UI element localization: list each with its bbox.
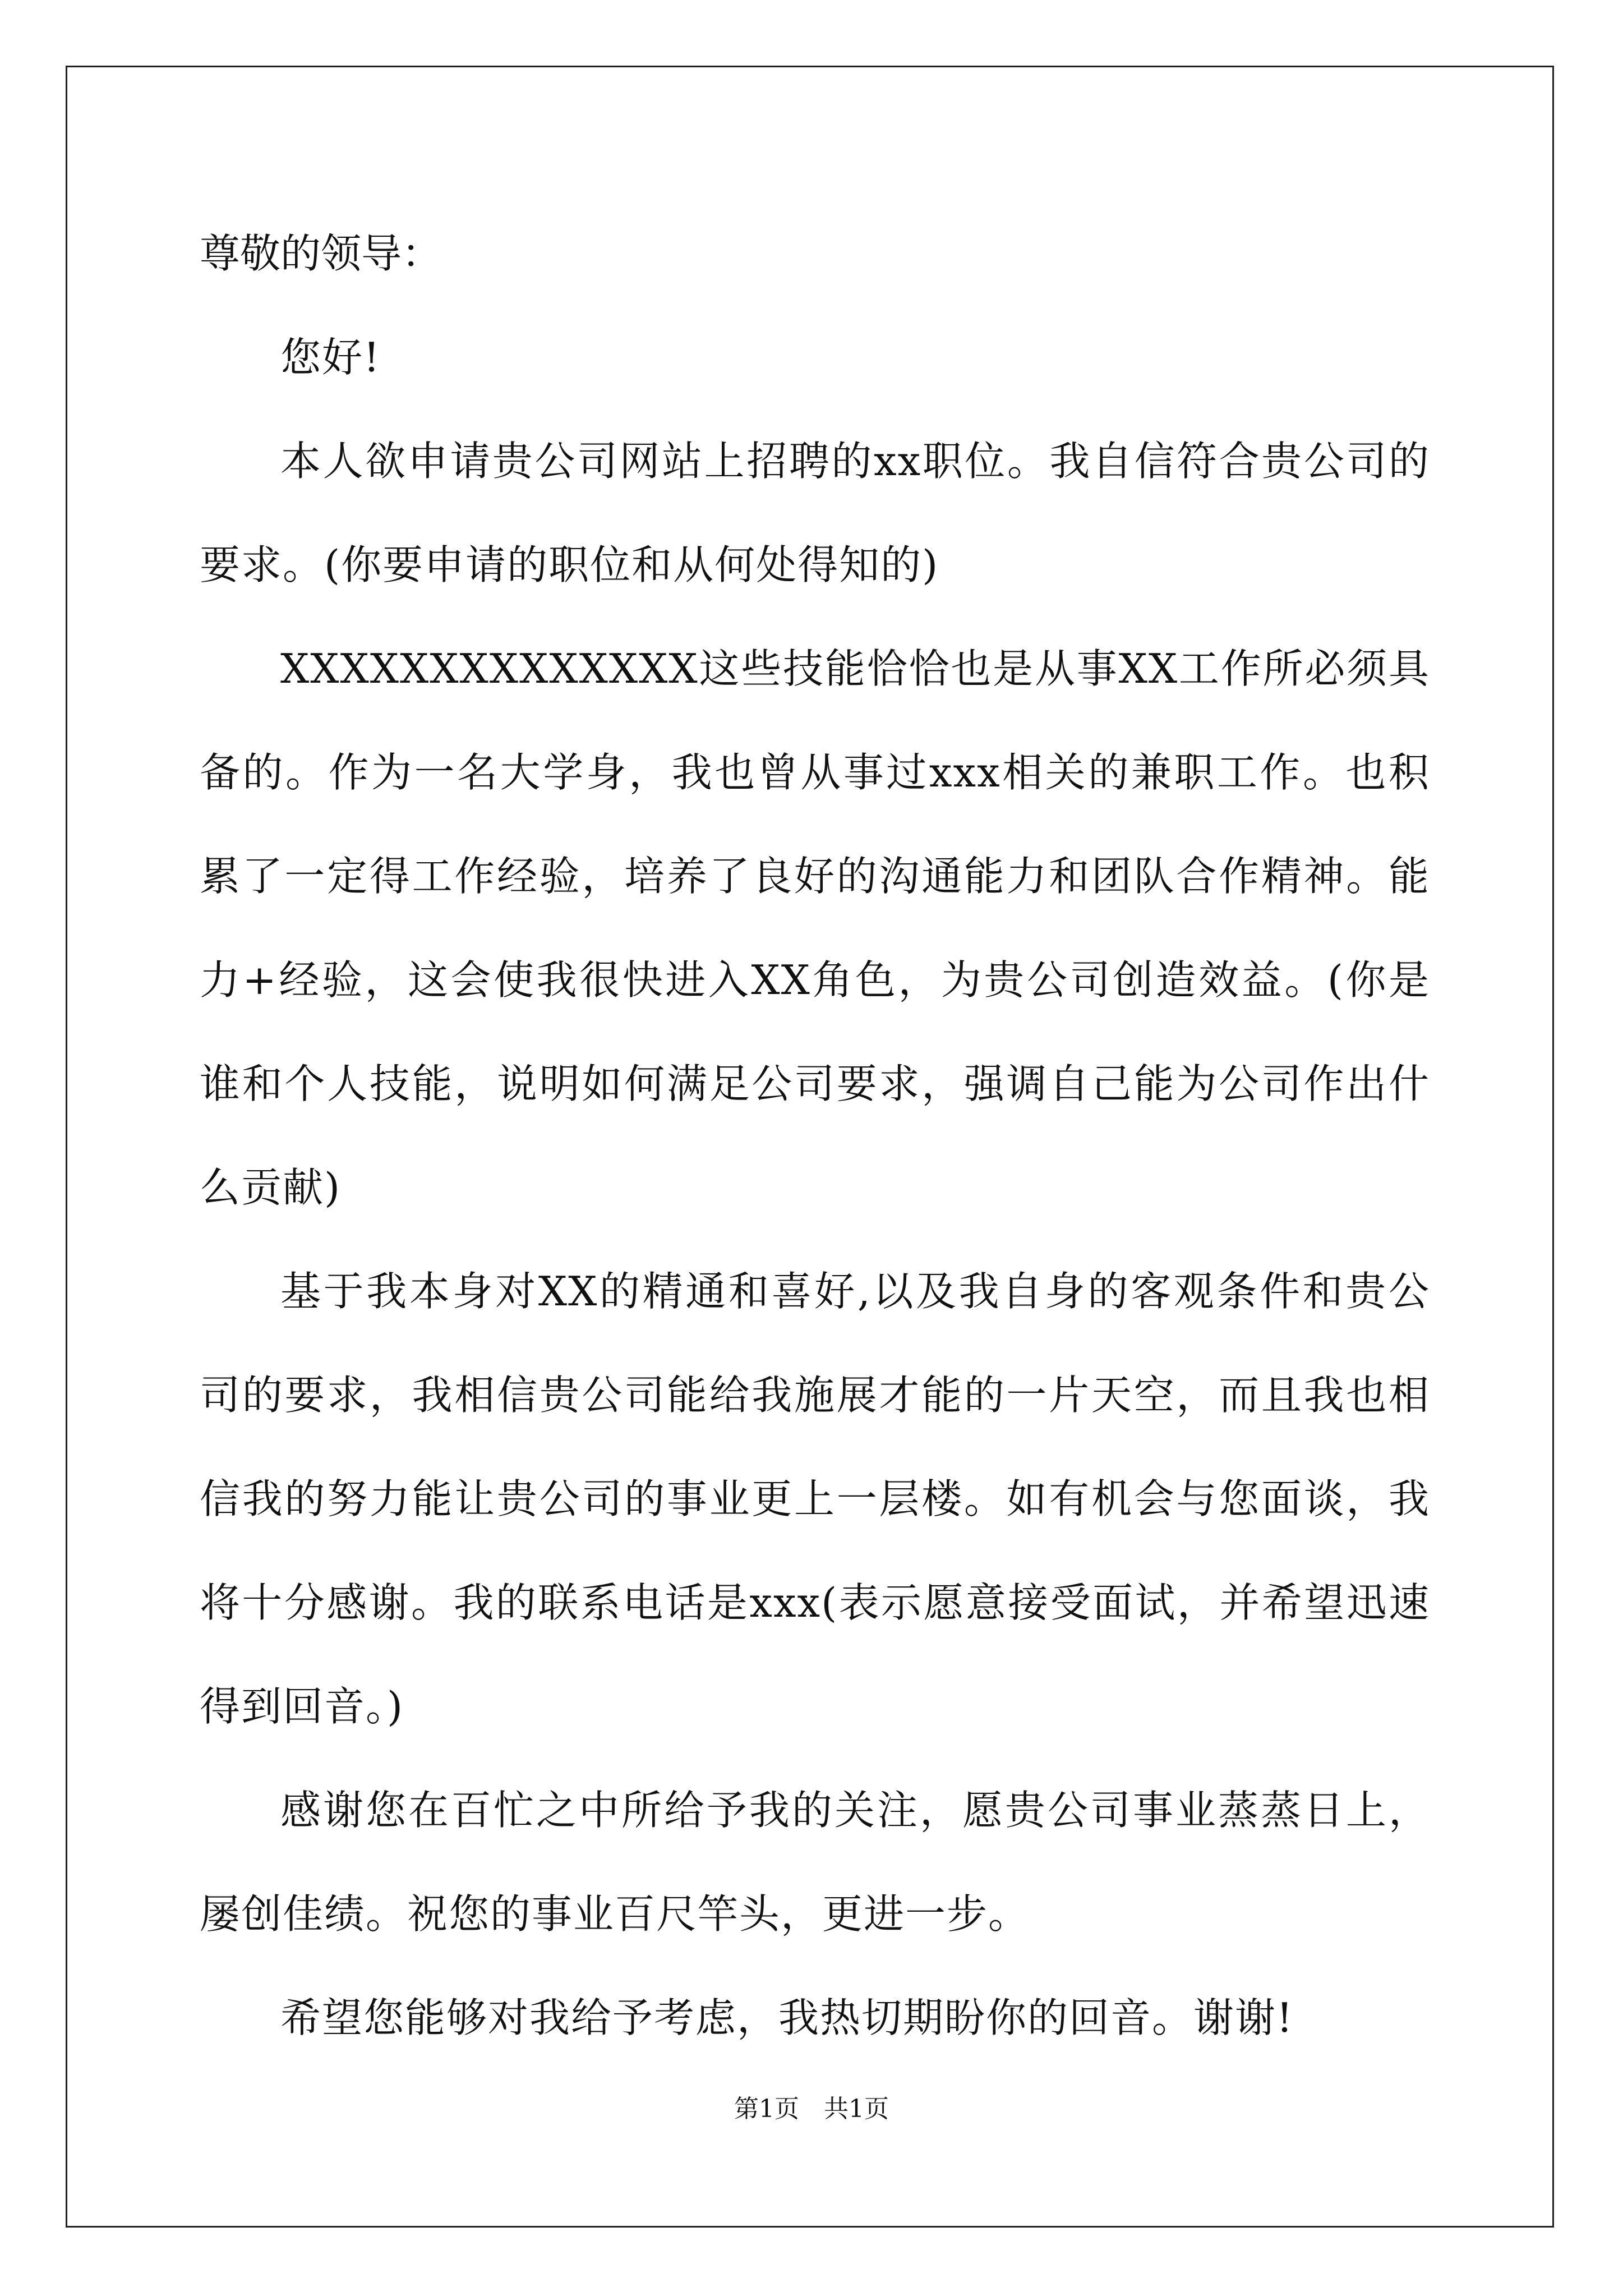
- salutation: 尊敬的领导：: [200, 230, 442, 277]
- page-number: 第1页: [734, 2095, 799, 2123]
- page-footer: [0, 2092, 1623, 2126]
- paragraph-motivation: 基于我本身对XX的精通和喜好,以及我自身的客观条件和贵公司的要求，我相信贵公司能给我施展才能的一片天空，而且我也相信我的努力能让贵公司的事业更上一层楼。如有机会与您面谈，我将十分感谢。我的联系电话是xxx(表示愿意接受面试，并希望迅速得到回音。): [200, 1268, 1430, 1730]
- paragraph-skills: XXXXXXXXXXXXXX这些技能恰恰也是从事XX工作所必须具备的。作为一名大学身，我也曾从事过xxx相关的兼职工作。也积累了一定得工作经验，培养了良好的沟通能力和团队合作精神。能力+经验，这会使我很快进入XX角色，为贵公司创造效益。(你是谁和个人技能，说明如何满足公司要求，强调自己能为公司作出什么贡献): [200, 645, 1430, 1211]
- paragraph-position: 本人欲申请贵公司网站上招聘的xx职位。我自信符合贵公司的要求。(你要申请的职位和从何处得知的): [200, 438, 1430, 588]
- page-total: 共1页: [824, 2095, 889, 2123]
- paragraph-closing: 希望您能够对我给予考虑，我热切期盼你的回音。谢谢!: [280, 1994, 1294, 2041]
- paragraph-thanks: 感谢您在百忙之中所给予我的关注，愿贵公司事业蒸蒸日上，屡创佳绩。祝您的事业百尺竿头，更进一步。: [200, 1787, 1430, 1938]
- letter-body: [200, 202, 1430, 2070]
- greeting: 您好!: [280, 334, 381, 381]
